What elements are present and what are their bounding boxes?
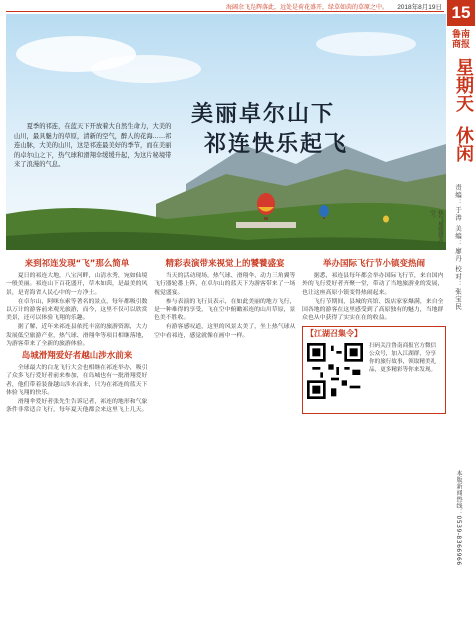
promo-title: 【江湖召集令】 [306,329,362,339]
qr-code-icon[interactable] [307,343,363,399]
page-headline [191,99,348,159]
paragraph: 夏日的祁连大地，八宝河畔，山清水秀，宛如仙境一般美丽。祁连山下百花盛开，草木如茵，是最美的风景，是青海省人民心中的一方净土。 [6,273,148,296]
article-body [6,256,446,616]
wechat-promo-box [302,326,446,414]
paragraph: 据了解，近年来祁连县依托丰富的旅游资源，大力发展低空旅游产业，热气球、滑翔伞等项目相继落地，为游客带来了全新的旅游体验。 [6,324,148,347]
promo-text: 扫码关注鲁南商报官方微信公众号，加入江湖群，分享你的旅行故事，领取精美礼品，更多精彩等你来发现。 [369,343,437,373]
photo-caption: 热气球缓缓升空。 [429,210,443,243]
day-label: 星期天 [453,58,474,112]
editor-credits: 责编：于涛 美编：廖丹 校对：张宝民 [454,184,462,311]
cloud [91,55,201,83]
paragraph: 参与表演的飞行员表示，在如此美丽的地方飞行，是一种难得的享受，飞在空中俯瞰祁连的山川草原，景色美不胜收。 [154,298,296,322]
top-rule [6,11,444,12]
paragraph: 据悉，祁连县每年都会举办国际飞行节，来自国内外的飞行爱好者齐聚一堂，带动了当地旅游业的发展，也让这座高原小镇变得热闹起来。 [302,273,444,296]
paragraph: 飞行节期间，县城的宾馆、饭店家家爆满，来自全国各地的游客在这里感受到了高原独有的魅力，当地群众也从中获得了实实在在的收益。 [302,298,444,322]
paragraph: 在卓尔山，阿咪东索等著名的景点，每年都吸引数以万计的游客前来观光旅游，而今，这里不仅可以欣赏美景，还可以体验飞翔的乐趣。 [6,298,148,322]
paragraph: 滑翔伞爱好者张先生告诉记者，祁连的地形和气象条件非常适合飞行，每年夏天他都会来这里飞上几天。 [6,399,148,414]
subheading-4: 举办国际飞行节小镇变热闹 [322,259,425,269]
paragraph: 当天的活动现场，热气球、滑翔伞、动力三角翼等飞行器轮番上阵，在卓尔山的蓝天下为游客带来了一场视觉盛宴。 [154,273,296,296]
subheading-3: 精彩表演带来视觉上的饕餮盛宴 [165,259,285,269]
cloud [316,32,416,56]
hot-air-balloon-tiny [383,216,389,223]
paragraph: 全球最大的白龙飞行大会也相继在祁连举办，吸引了众多飞行爱好者前来参加，在岛城也有一批滑翔爱好者，他们带着装备越山涉水而来，只为在祁连的蓝天下体验飞翔的快乐。 [6,365,148,396]
paragraph: 有游客感叹道，这里的风景太美了，坐上热气球从空中看祁连，感觉就像在画中一样。 [154,324,296,339]
issue-date: 2018年8月19日 [397,4,442,11]
article-column-1 [6,256,148,415]
news-hotline: 本版新闻热线：0539-8366966 [455,470,462,566]
subheading-1: 来到祁连发现“飞”那么简单 [24,259,130,269]
headline-line-1: 美丽卓尔山下 [191,101,336,127]
top-bar [0,0,446,12]
hero-photo [6,14,446,250]
subheading-2: 岛城滑翔爱好者越山涉水前来 [21,351,133,362]
intro-paragraph: 夏季的祁连，在蓝天下开放着大自然生命力，大美的山川，最具魅力的草原，清新的空气，醉人的花海……祁连山脉，大美的山川，这是祁连最美好的季节，而在美丽的卓尔山之下，热气球和滑翔伞缓缓升起，为这片秘境带来了浪漫的气息。 [14,123,172,169]
masthead-column [447,0,475,620]
newspaper-logo: 鲁南商报 [451,30,470,50]
article-column-3 [302,256,446,414]
page-number: 15 [447,0,475,26]
article-column-2 [154,256,296,341]
village [236,222,296,228]
header-tagline: 海阔余飞凫辉落此，远处是荷花盛开，绿草如茵的草原之中。 [226,4,389,11]
section-label: 休闲 [453,126,474,162]
headline-line-2: 祁连快乐起飞 [204,131,349,157]
